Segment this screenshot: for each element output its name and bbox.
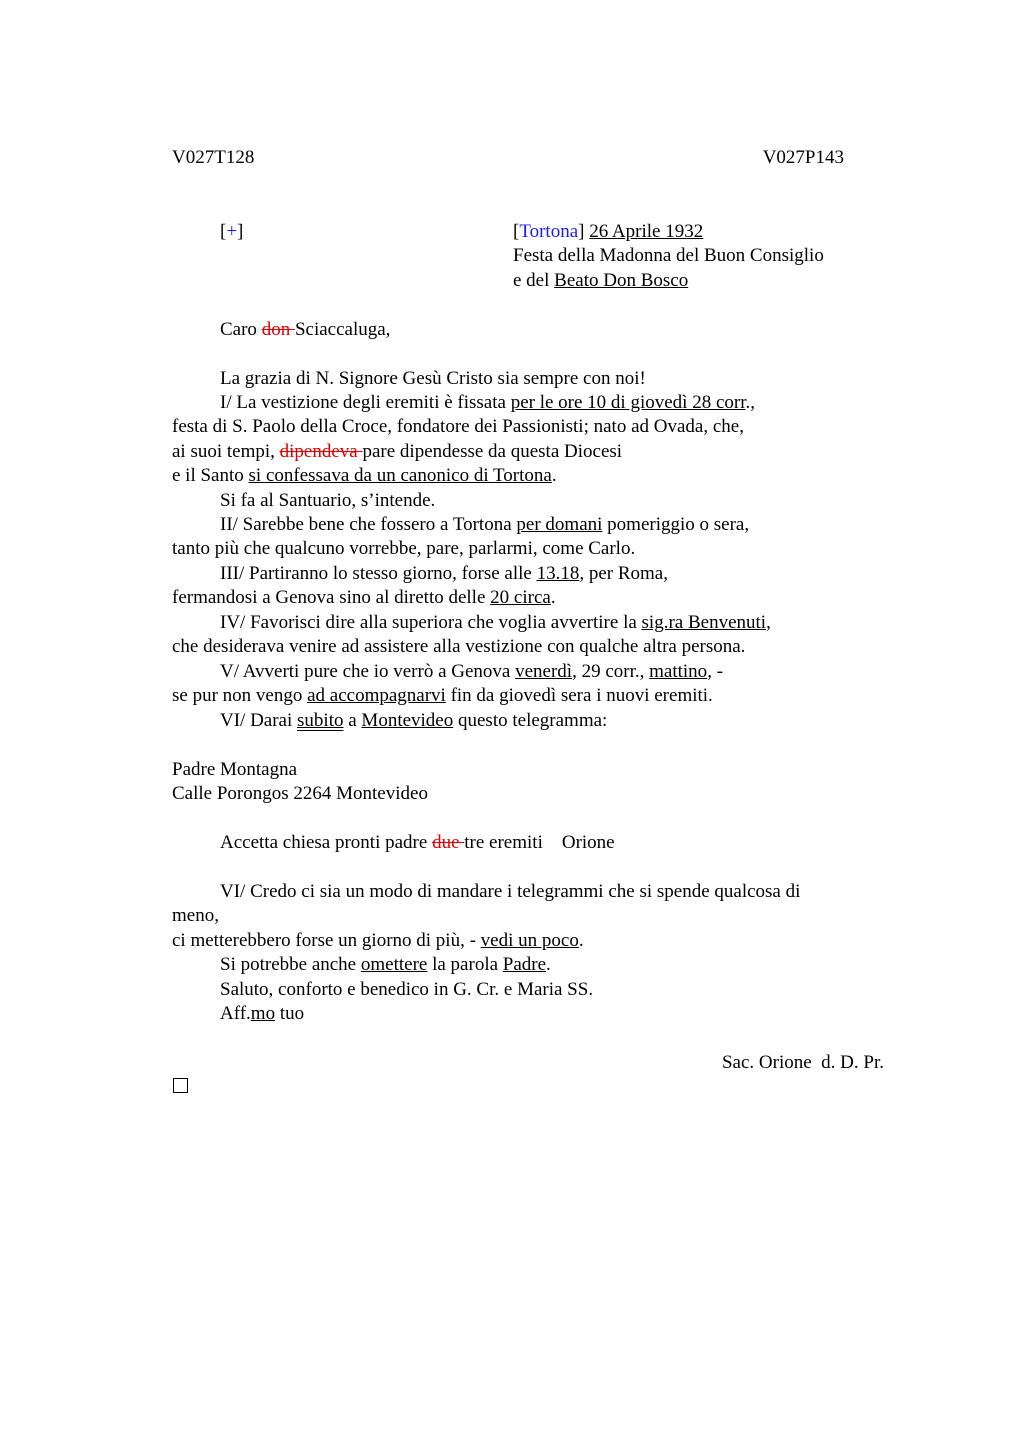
struck-word: dipendeva [279, 441, 363, 462]
place-name: Tortona [519, 221, 579, 242]
place-date-line: [Tortona] 26 Aprile 1932 [513, 221, 704, 242]
telegram-text: Accetta chiesa pronti padre due tre eremiti Orione [220, 832, 615, 853]
cross-marker: [+] [220, 221, 244, 242]
paragraph-7-line-1: VI/ Credo ci sia un modo di mandare i telegrammi che si spende qualcosa di [220, 881, 801, 902]
paragraph-5-line-1: V/ Avverti pure che io verrò a Genova venerdì, 29 corr., mattino, - [220, 661, 724, 682]
struck-word: don [261, 319, 295, 340]
cross-symbol: + [226, 221, 238, 242]
paragraph-5-line-2: se pur non vengo ad accompagnarvi fin da giovedì sera i nuovi eremiti. [172, 685, 713, 706]
feast-line-2: e del Beato Don Bosco [513, 270, 689, 291]
paragraph-1-line-1: I/ La vestizione degli eremiti è fissata per le ore 10 di giovedì 28 corr., [220, 392, 755, 413]
paragraph-7-line-3: ci metterebbero forse un giorno di più, - vedi un poco. [172, 930, 584, 951]
telegram-recipient: Padre Montagna [172, 759, 298, 780]
blessing-line: Saluto, conforto e benedico in G. Cr. e Maria SS. [220, 979, 594, 1000]
paragraph-1-line-2: festa di S. Paolo della Croce, fondatore dei Passionisti; nato ad Ovada, che, [172, 416, 744, 437]
document-code-right: V027P143 [762, 147, 844, 168]
paragraph-1-line-4: e il Santo si confessava da un canonico di Tortona. [172, 465, 557, 486]
paragraph-6-line-1: VI/ Darai subito a Montevideo questo telegramma: [220, 710, 608, 731]
feast-line-1: Festa della Madonna del Buon Consiglio [513, 245, 824, 266]
telegram-address: Calle Porongos 2264 Montevideo [172, 783, 428, 804]
paragraph-4-line-2: che desiderava venire ad assistere alla vestizione con qualche altra persona. [172, 636, 746, 657]
paragraph-1-line-3: ai suoi tempi, dipendeva pare dipendesse da questa Diocesi [172, 441, 623, 462]
signature: Sac. Orione d. D. Pr. [721, 1052, 884, 1073]
salutation: Caro don Sciaccaluga, [220, 319, 391, 340]
paragraph-2-line-1: II/ Sarebbe bene che fossero a Tortona per domani pomeriggio o sera, [220, 514, 750, 535]
paragraph-2-line-2: tanto più che qualcuno vorrebbe, pare, parlarmi, come Carlo. [172, 538, 636, 559]
paragraph-3-line-2: fermandosi a Genova sino al diretto delle 20 circa. [172, 587, 556, 608]
feast-saint: Beato Don Bosco [554, 270, 689, 291]
end-square-icon [173, 1078, 188, 1093]
paragraph-4-line-1: IV/ Favorisci dire alla superiora che voglia avvertire la sig.ra Benvenuti, [220, 612, 771, 633]
paragraph-3-line-1: III/ Partiranno lo stesso giorno, forse alle 13.18, per Roma, [220, 563, 668, 584]
affectionate-line: Aff.mo tuo [220, 1003, 305, 1024]
greeting-line: La grazia di N. Signore Gesù Cristo sia sempre con noi! [220, 368, 646, 389]
letter-date: 26 Aprile 1932 [589, 221, 704, 242]
paragraph-8-line: Si potrebbe anche omettere la parola Padre. [220, 954, 551, 975]
paragraph-7-line-2: meno, [172, 905, 219, 926]
document-code-left: V027T128 [172, 147, 255, 168]
paragraph-1-line-5: Si fa al Santuario, s’intende. [220, 490, 436, 511]
struck-word: due [432, 832, 465, 853]
